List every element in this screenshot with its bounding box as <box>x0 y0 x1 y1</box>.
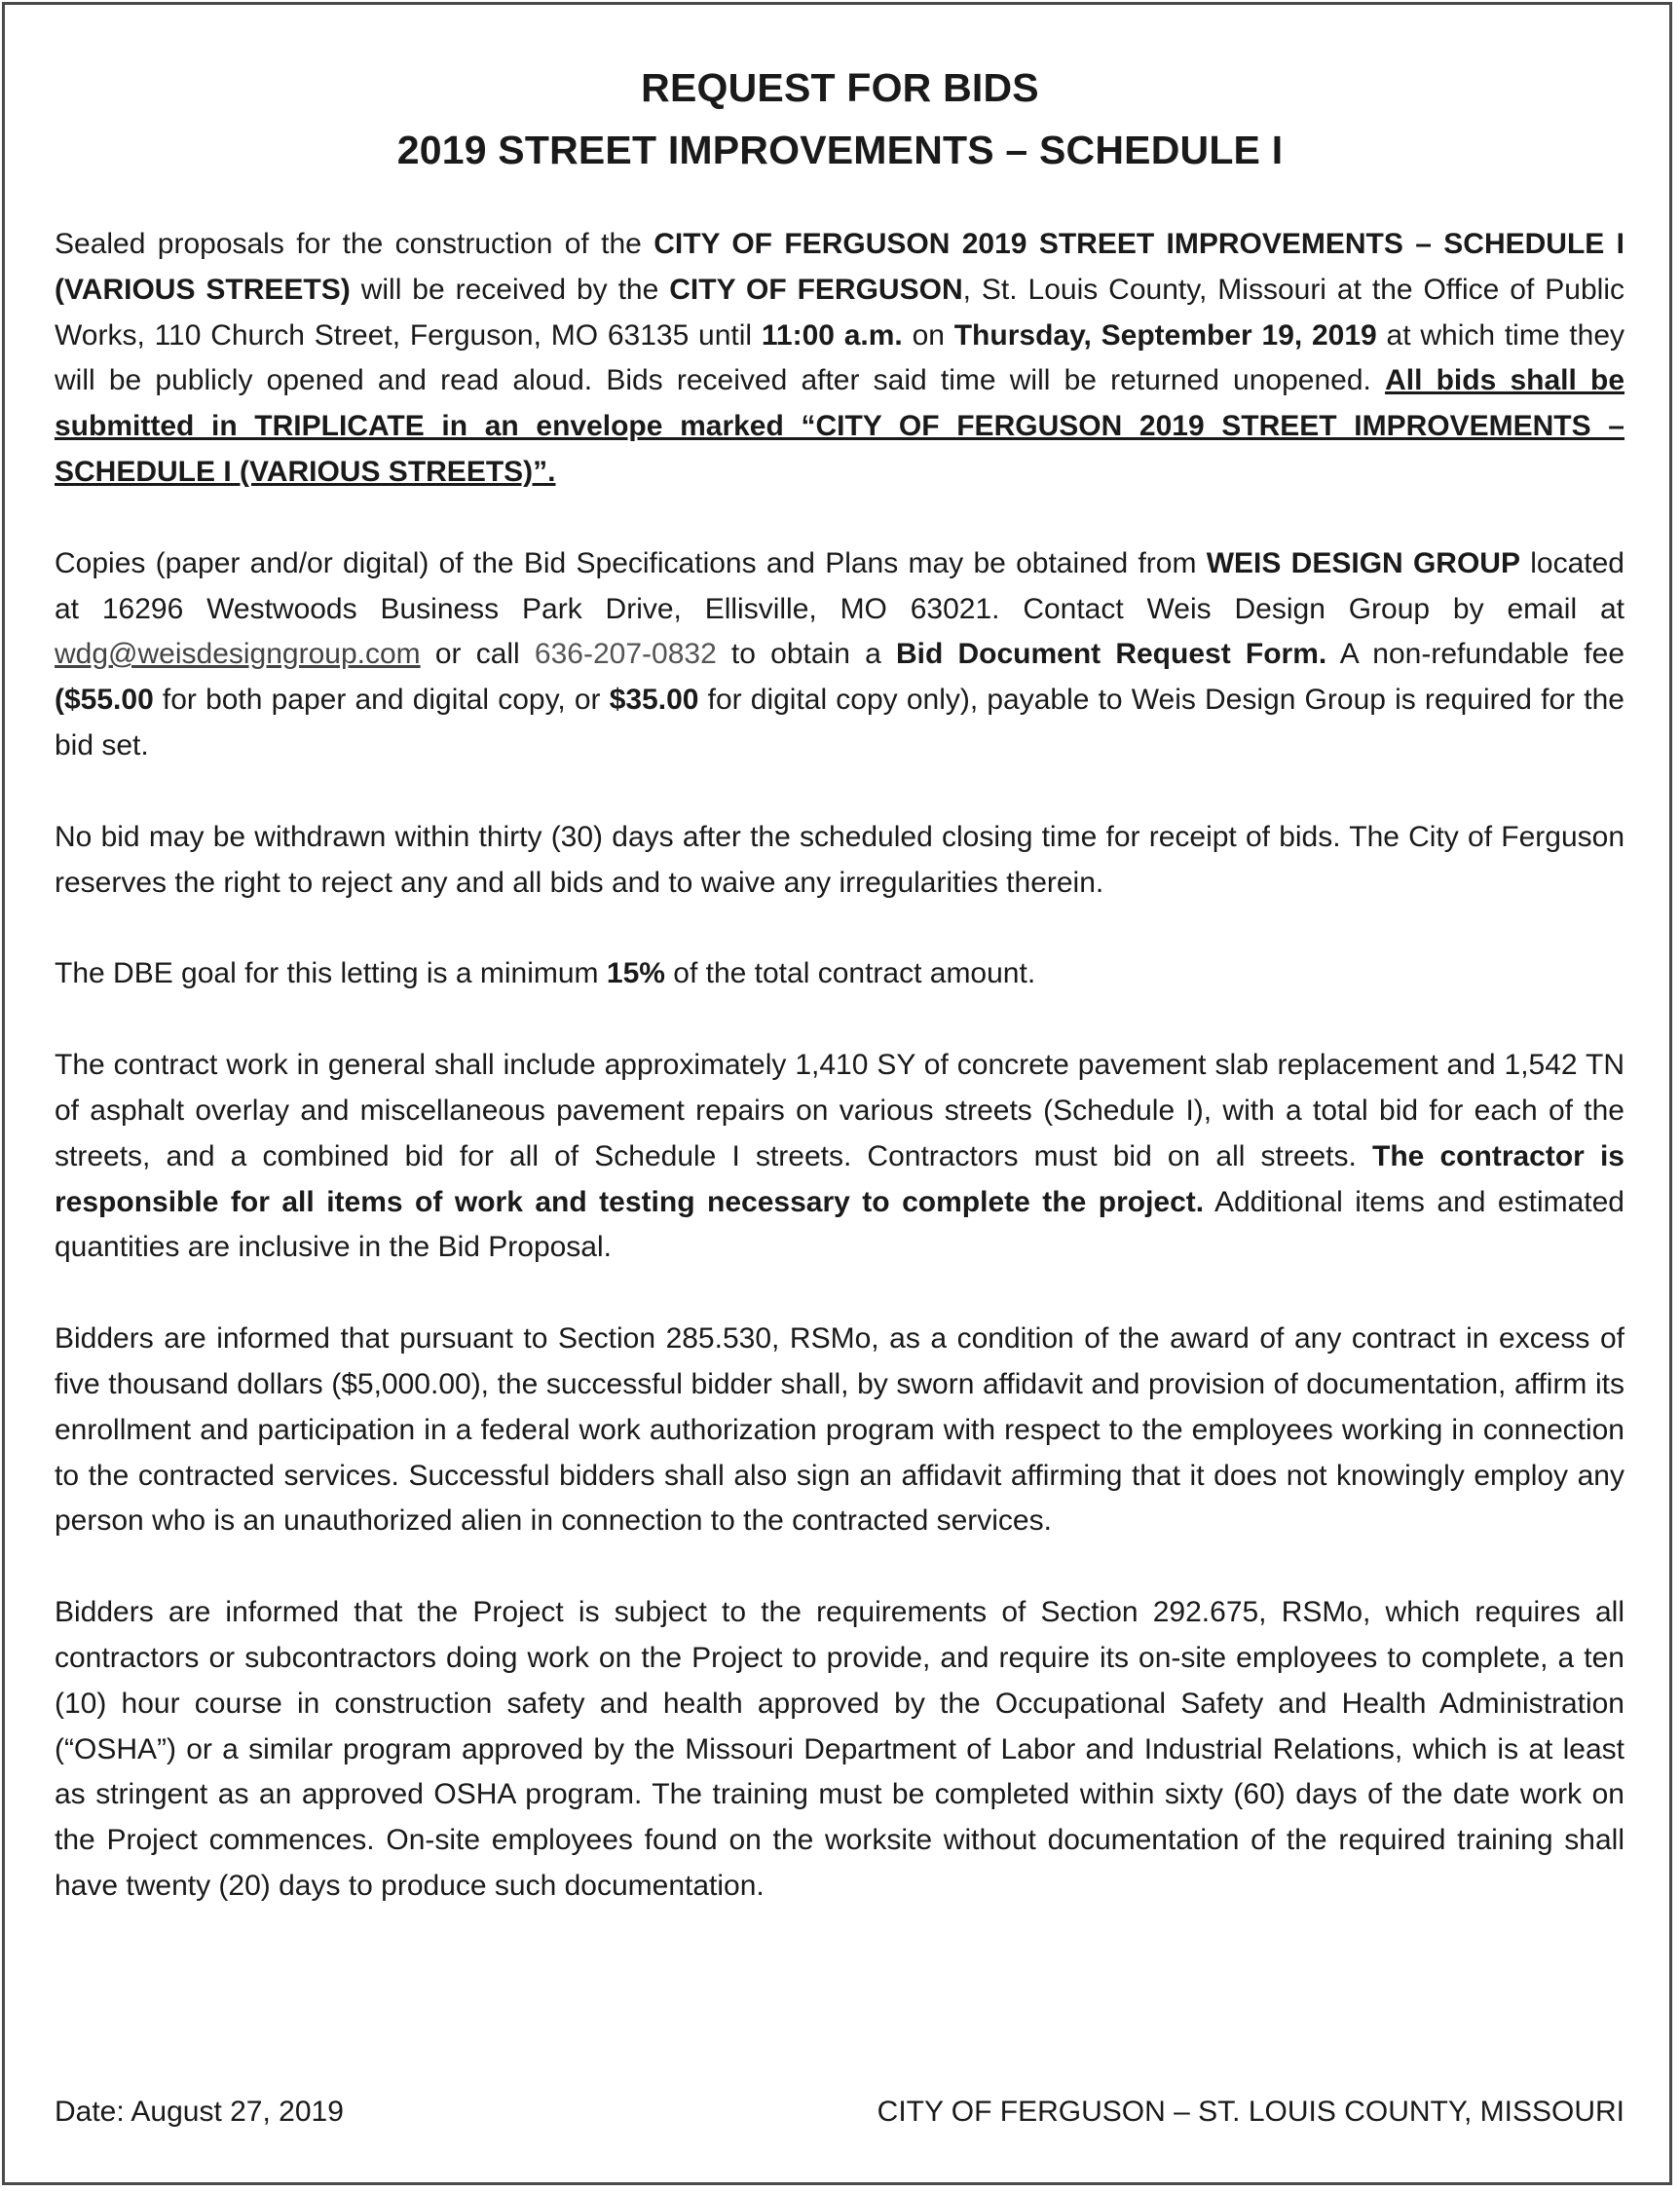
text-run: to obtain a <box>716 638 896 671</box>
paragraph-contract-work <box>55 1043 1624 1271</box>
firm-name-bold: WEIS DESIGN GROUP <box>1206 546 1520 579</box>
text-run: A non-refundable fee <box>1326 638 1625 671</box>
submission-instructions: All bids shall be submitted in TRIPLICATE in an envelope marked “CITY OF FERGUSON 2019 STREET IMPROVEMENTS – SCHEDULE I (VARIOUS STREETS)”. <box>55 364 1624 488</box>
paragraph-dbe-goal <box>55 951 1624 997</box>
issuing-authority: CITY OF FERGUSON – ST. LOUIS COUNTY, MISSOURI <box>877 2096 1624 2128</box>
text-run: will be received by the <box>350 273 670 306</box>
paragraph-work-authorization: Bidders are informed that pursuant to Section 285.530, RSMo, as a condition of the award of any contract in excess of five thousand dollars ($5,000.00), the successful bidder shall, by sworn affidavit and provision of documentation, affirm its enrollment and participation in a federal work authorization program with respect to the employees working in connection to the contracted services. Successful bidders shall also sign an affidavit affirming that it does not knowingly employ any person who is an unauthorized alien in connection to the contracted services. <box>55 1322 1624 1538</box>
text-run: The DBE goal for this letting is a minimum <box>55 957 607 990</box>
text-run: on <box>902 318 954 352</box>
text-run: for digital copy only), payable to Weis Design Group is required for the bid set. <box>55 684 1624 761</box>
text-run: Copies (paper and/or digital) of the Bid Specifications and Plans may be obtained from <box>55 546 1207 579</box>
text-run: at which time they will be publicly opened and read aloud. Bids received after said time will be returned unopened. <box>55 318 1625 397</box>
project-name-bold: CITY OF FERGUSON 2019 STREET IMPROVEMENTS – SCHEDULE I (VARIOUS STREETS) <box>55 228 1624 306</box>
deadline-date: Thursday, September 19, 2019 <box>953 318 1377 352</box>
deadline-time: 11:00 a.m. <box>761 318 903 352</box>
text-run: of the total contract amount. <box>664 957 1036 990</box>
document-date: Date: August 27, 2019 <box>55 2096 344 2128</box>
fee-digital-only: $35.00 <box>609 684 699 717</box>
text-run: Sealed proposals for the construction of the <box>55 228 654 260</box>
city-name-bold: CITY OF FERGUSON <box>669 273 963 306</box>
phone-number: 636-207-0832 <box>534 638 717 671</box>
text-run: Additional items and estimated quantities are inclusive in the Bid Proposal. <box>55 1185 1624 1264</box>
paragraph-sealed-proposals <box>55 222 1624 496</box>
text-run: located at 16296 Westwoods Business Park Drive, Ellisville, MO 63021. Contact Weis Design Group by email at <box>55 546 1624 625</box>
paragraph-osha-training: Bidders are informed that the Project is subject to the requirements of Section 292.675, RSMo, which requires all contractors or subcontractors doing work on the Project to provide, and require its on-site employees to complete, a ten (10) hour course in construction safety and health approved by the Occupational Safety and Health Administration (“OSHA”) or a similar program approved by the Missouri Department of Labor and Industrial Relations, which is at least as stringent as an approved OSHA program. The training must be completed within sixty (60) days of the date work on the Project commences. On-site employees found on the worksite without documentation of the required training shall have twenty (20) days to produce such documentation. <box>55 1596 1624 1902</box>
text-run: , St. Louis County, Missouri at the Office of Public Works, 110 Church Street, Ferguson, MO 63135 until <box>55 273 1624 352</box>
document-body <box>55 222 1624 1955</box>
text-run: or call <box>420 638 535 671</box>
title-line-2: 2019 STREET IMPROVEMENTS – SCHEDULE I <box>396 128 1284 172</box>
text-run: for both paper and digital copy, or <box>153 684 610 717</box>
title-line-1: REQUEST FOR BIDS <box>641 65 1039 110</box>
document-title <box>0 56 1680 181</box>
fee-paper-digital: ($55.00 <box>55 684 154 717</box>
paragraph-withdrawal: No bid may be withdrawn within thirty (30) days after the scheduled closing time for receipt of bids. The City of Ferguson reserves the right to reject any and all bids and to waive any irregularities therein. <box>55 820 1624 899</box>
contractor-responsibility-bold: The contractor is responsible for all items of work and testing necessary to complete the project. <box>55 1139 1624 1218</box>
text-run: The contract work in general shall include approximately 1,410 SY of concrete pavement slab replacement and 1,542 TN of asphalt overlay and miscellaneous pavement repairs on various streets (Schedule I), with a total bid for each of the streets, and a combined bid for all of Schedule I streets. Contractors must bid on all streets. <box>55 1049 1624 1172</box>
request-form-bold: Bid Document Request Form. <box>895 638 1327 671</box>
paragraph-bid-copies <box>55 541 1624 769</box>
email-link[interactable]: wdg@weisdesigngroup.com <box>55 638 421 671</box>
dbe-percentage: 15% <box>606 957 665 990</box>
